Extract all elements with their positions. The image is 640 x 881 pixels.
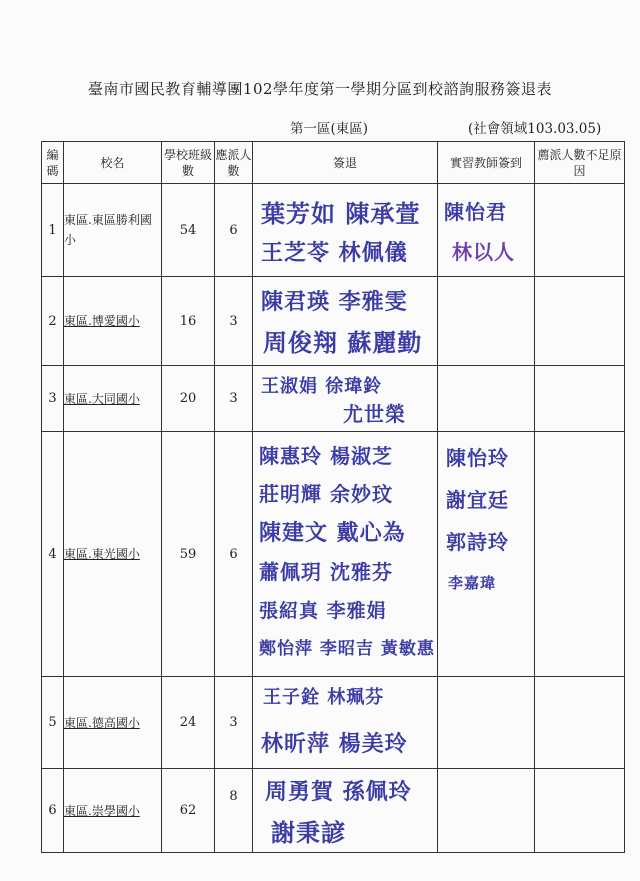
- table-row: [42, 366, 625, 432]
- class-count: 16: [162, 277, 215, 366]
- handwritten-signature: 蕭佩玥 沈雅芬: [259, 560, 393, 584]
- region-label: 第一區(東區): [290, 121, 369, 137]
- shortage-reason: [535, 677, 625, 769]
- handwritten-signature: 陳怡玲: [446, 446, 509, 470]
- school-name-text: 東區.東光國小: [64, 547, 140, 561]
- handwritten-signature: 陳君瑛 李雅雯: [261, 290, 408, 315]
- header-shortage: 薦派人數不足原因: [535, 142, 625, 184]
- handwritten-signature: 陳建文 戴心為: [259, 521, 406, 546]
- handwritten-signature: 周勇賀 孫佩玲: [265, 780, 412, 805]
- handwritten-signature: 郭詩玲: [446, 530, 509, 554]
- assigned-count: 8: [215, 769, 253, 853]
- assigned-count: 3: [215, 677, 253, 769]
- assigned-count: 3: [215, 366, 253, 432]
- handwritten-signature: 莊明輝 余妙玟: [259, 482, 393, 506]
- shortage-reason: [535, 432, 625, 677]
- handwritten-signature: 王芝苓 林佩儀: [261, 241, 408, 266]
- intern-signature-cell: [438, 677, 535, 769]
- class-count: 24: [162, 677, 215, 769]
- intern-signature-cell: [438, 184, 535, 277]
- signature-cell: [253, 184, 438, 277]
- school-name: 東區.東區勝利國小: [64, 184, 162, 277]
- signature-cell: [253, 366, 438, 432]
- school-name-text: 東區.崇學國小: [64, 803, 140, 818]
- sign-out-table: [41, 141, 625, 853]
- signature-cell: [253, 432, 438, 677]
- handwritten-signature: 林以人: [452, 240, 515, 264]
- row-no: 2: [42, 277, 64, 366]
- table-row: [42, 769, 625, 853]
- class-count: 20: [162, 366, 215, 432]
- handwritten-signature: 周俊翔 蘇麗勤: [263, 329, 423, 357]
- table-row: [42, 432, 625, 677]
- row-no: 1: [42, 184, 64, 277]
- header-no: 編碼: [42, 142, 64, 184]
- intern-signature-cell: [438, 366, 535, 432]
- header-classes: 學校班級數: [162, 142, 215, 184]
- handwritten-signature: 陳怡君: [444, 200, 507, 224]
- school-name: [64, 769, 162, 853]
- school-name-text: 東區.博愛國小: [64, 314, 140, 328]
- header-assigned: 應派人數: [215, 142, 253, 184]
- class-count: 59: [162, 432, 215, 677]
- class-count: 62: [162, 769, 215, 853]
- school-name-text: 東區.大同國小: [64, 391, 140, 406]
- handwritten-signature: 鄭怡萍 李昭吉 黃敏惠: [259, 639, 435, 659]
- intern-signature-cell: [438, 277, 535, 366]
- handwritten-signature: 尤世榮: [343, 402, 406, 426]
- handwritten-signature: 謝宜廷: [446, 488, 509, 512]
- row-no: 5: [42, 677, 64, 769]
- handwritten-signature: 李嘉瑋: [448, 574, 497, 592]
- row-no: 6: [42, 769, 64, 853]
- row-no: 3: [42, 366, 64, 432]
- table-row: [42, 184, 625, 277]
- handwritten-signature: 王子銓 林珮芬: [263, 687, 385, 708]
- school-name: [64, 277, 162, 366]
- shortage-reason: [535, 366, 625, 432]
- handwritten-signature: 葉芳如 陳承萱: [261, 200, 421, 228]
- handwritten-signature: 謝秉諺: [271, 819, 346, 847]
- school-name-text: 東區.德高國小: [64, 715, 140, 730]
- school-name: [64, 366, 162, 432]
- intern-signature-cell: [438, 432, 535, 677]
- handwritten-signature: 王淑娟 徐瑋鈴: [261, 376, 383, 397]
- handwritten-signature: 張紹真 李雅娟: [259, 600, 387, 622]
- row-no: 4: [42, 432, 64, 677]
- header-name: 校名: [64, 142, 162, 184]
- document-title: 臺南市國民教育輔導團102學年度第一學期分區到校諮詢服務簽退表: [87, 80, 553, 98]
- school-name: [64, 677, 162, 769]
- header-intern: 實習教師簽到: [438, 142, 535, 184]
- table-row: [42, 677, 625, 769]
- shortage-reason: [535, 184, 625, 277]
- handwritten-signature: 林昕萍 楊美玲: [261, 732, 408, 757]
- domain-date-note: (社會領域103.03.05): [468, 121, 602, 137]
- header-sign: 簽退: [253, 142, 438, 184]
- assigned-count: 3: [215, 277, 253, 366]
- signature-cell: [253, 277, 438, 366]
- table-row: [42, 277, 625, 366]
- intern-signature-cell: [438, 769, 535, 853]
- class-count: 54: [162, 184, 215, 277]
- school-name: [64, 432, 162, 677]
- signature-cell: [253, 769, 438, 853]
- shortage-reason: [535, 277, 625, 366]
- shortage-reason: [535, 769, 625, 853]
- assigned-count: 6: [215, 184, 253, 277]
- assigned-count: 6: [215, 432, 253, 677]
- handwritten-signature: 陳惠玲 楊淑芝: [259, 444, 393, 468]
- signature-cell: [253, 677, 438, 769]
- header-row: [42, 142, 625, 184]
